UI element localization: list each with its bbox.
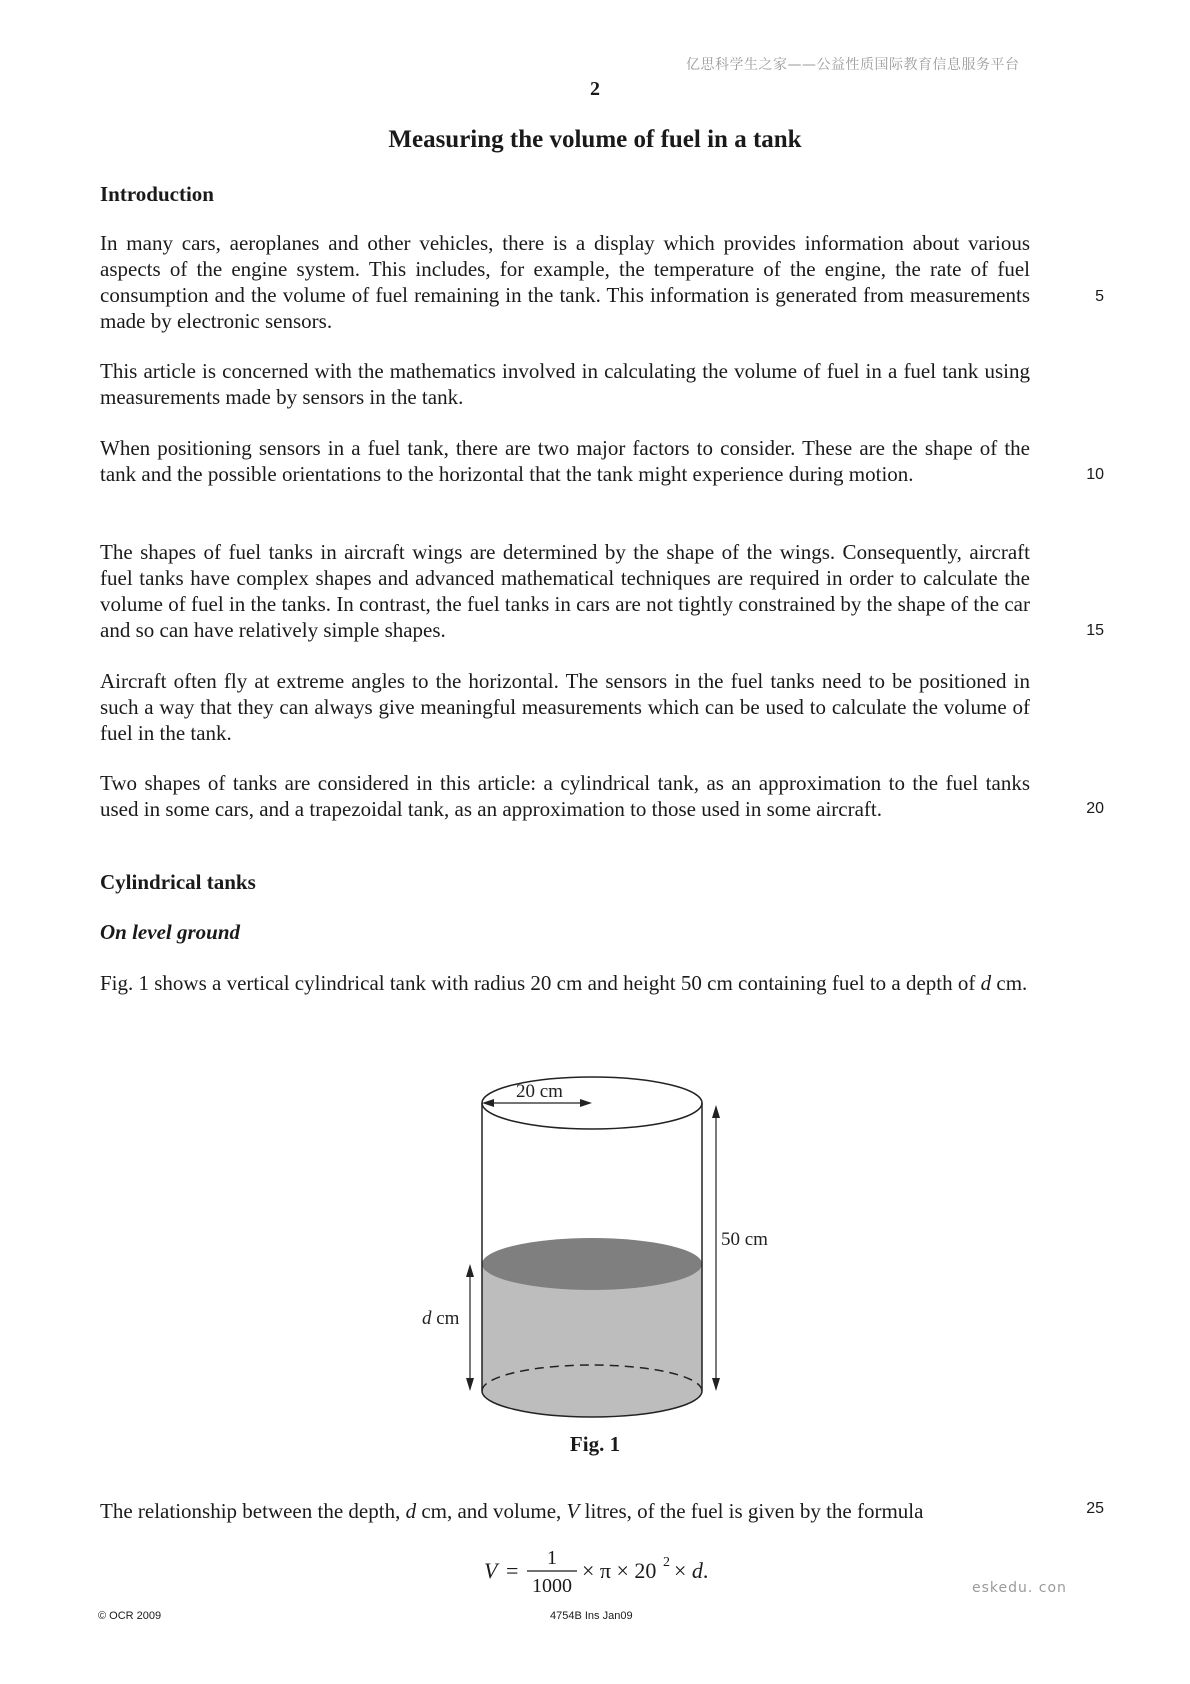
depth-label: d cm (422, 1308, 460, 1329)
figure-caption: Fig. 1 (569, 1432, 621, 1456)
intro-paragraph-5: Aircraft often fly at extreme angles to the horizontal. The sensors in the fuel tanks need to be positioned in such a way that they can always give meaningful measurements which can be used to calculate the volume of fuel in the tank. (100, 669, 1030, 745)
line-number-20: 20 (1086, 800, 1104, 817)
formula-numerator: 1 (547, 1547, 557, 1569)
cylinder-figure (380, 1060, 810, 1430)
formula-equals: = (506, 1558, 519, 1583)
section-heading-introduction: Introduction (100, 182, 214, 206)
page-number: 2 (590, 78, 600, 100)
intro-paragraph-2: This article is concerned with the mathematics involved in calculating the volume of fuel in a fuel tank using measurements made by sensors in the tank. (100, 359, 1030, 409)
fuel-bottom-front (482, 1391, 702, 1417)
line-number-15: 15 (1086, 622, 1104, 639)
intro-paragraph-3: When positioning sensors in a fuel tank, there are two major factors to consider. These are the shape of the tank and the possible orientations to the horizontal that the tank might experience during motion. (100, 436, 1030, 486)
relationship-paragraph: The relationship between the depth, d cm, and volume, V litres, of the fuel is given by the formula (100, 1499, 924, 1523)
subheading-level-ground: On level ground (100, 920, 241, 944)
watermark-top: 亿思科学生之家——公益性质国际教育信息服务平台 (686, 57, 1020, 73)
footer-copyright: © OCR 2009 (98, 1610, 162, 1622)
radius-arrow-head-left (482, 1099, 494, 1107)
height-arrow-head-top (712, 1105, 720, 1118)
footer-code: 4754B Ins Jan09 (550, 1610, 633, 1622)
formula-times-d: × d. (674, 1558, 709, 1583)
line-number-10: 10 (1086, 466, 1104, 483)
line-number-25: 25 (1086, 1500, 1104, 1517)
height-arrow-head-bottom (712, 1378, 720, 1391)
height-label: 50 cm (721, 1229, 768, 1250)
formula-denominator: 1000 (532, 1575, 572, 1596)
page-title: Measuring the volume of fuel in a tank (388, 126, 802, 153)
depth-arrow-head-bottom (466, 1378, 474, 1391)
formula-times-pi: × π × 20 (582, 1558, 657, 1583)
fig-intro-paragraph: Fig. 1 shows a vertical cylindrical tank with radius 20 cm and height 50 cm containing fuel to a depth of d cm. (100, 971, 1028, 995)
intro-paragraph-1: In many cars, aeroplanes and other vehicles, there is a display which provides information about various aspects of the engine system. This includes, for example, the temperature of the engine, the rate of fuel consumption and the volume of fuel remaining in the tank. This information is generated from measurements made by electronic sensors. (100, 231, 1030, 333)
formula-lhs: V (484, 1558, 498, 1583)
radius-label: 20 cm (516, 1081, 563, 1102)
intro-paragraph-4: The shapes of fuel tanks in aircraft wings are determined by the shape of the wings. Consequently, aircraft fuel tanks have complex shapes and advanced mathematical techniques are required in order to calculate the volume of fuel in the tanks. In contrast, the fuel tanks in cars are not tightly constrained by the shape of the car and so can have relatively simple shapes. (100, 540, 1030, 642)
radius-arrow-head-right (580, 1099, 592, 1107)
line-number-5: 5 (1095, 288, 1104, 305)
formula-exponent: 2 (663, 1555, 670, 1570)
fuel-surface (482, 1238, 702, 1290)
depth-arrow-head-top (466, 1264, 474, 1277)
intro-paragraph-6: Two shapes of tanks are considered in this article: a cylindrical tank, as an approximation to the fuel tanks used in some cars, and a trapezoidal tank, as an approximation to those used in some aircraft. (100, 771, 1030, 821)
section-heading-cylindrical: Cylindrical tanks (100, 870, 256, 894)
watermark-bottom: eskedu. con (972, 1580, 1067, 1596)
